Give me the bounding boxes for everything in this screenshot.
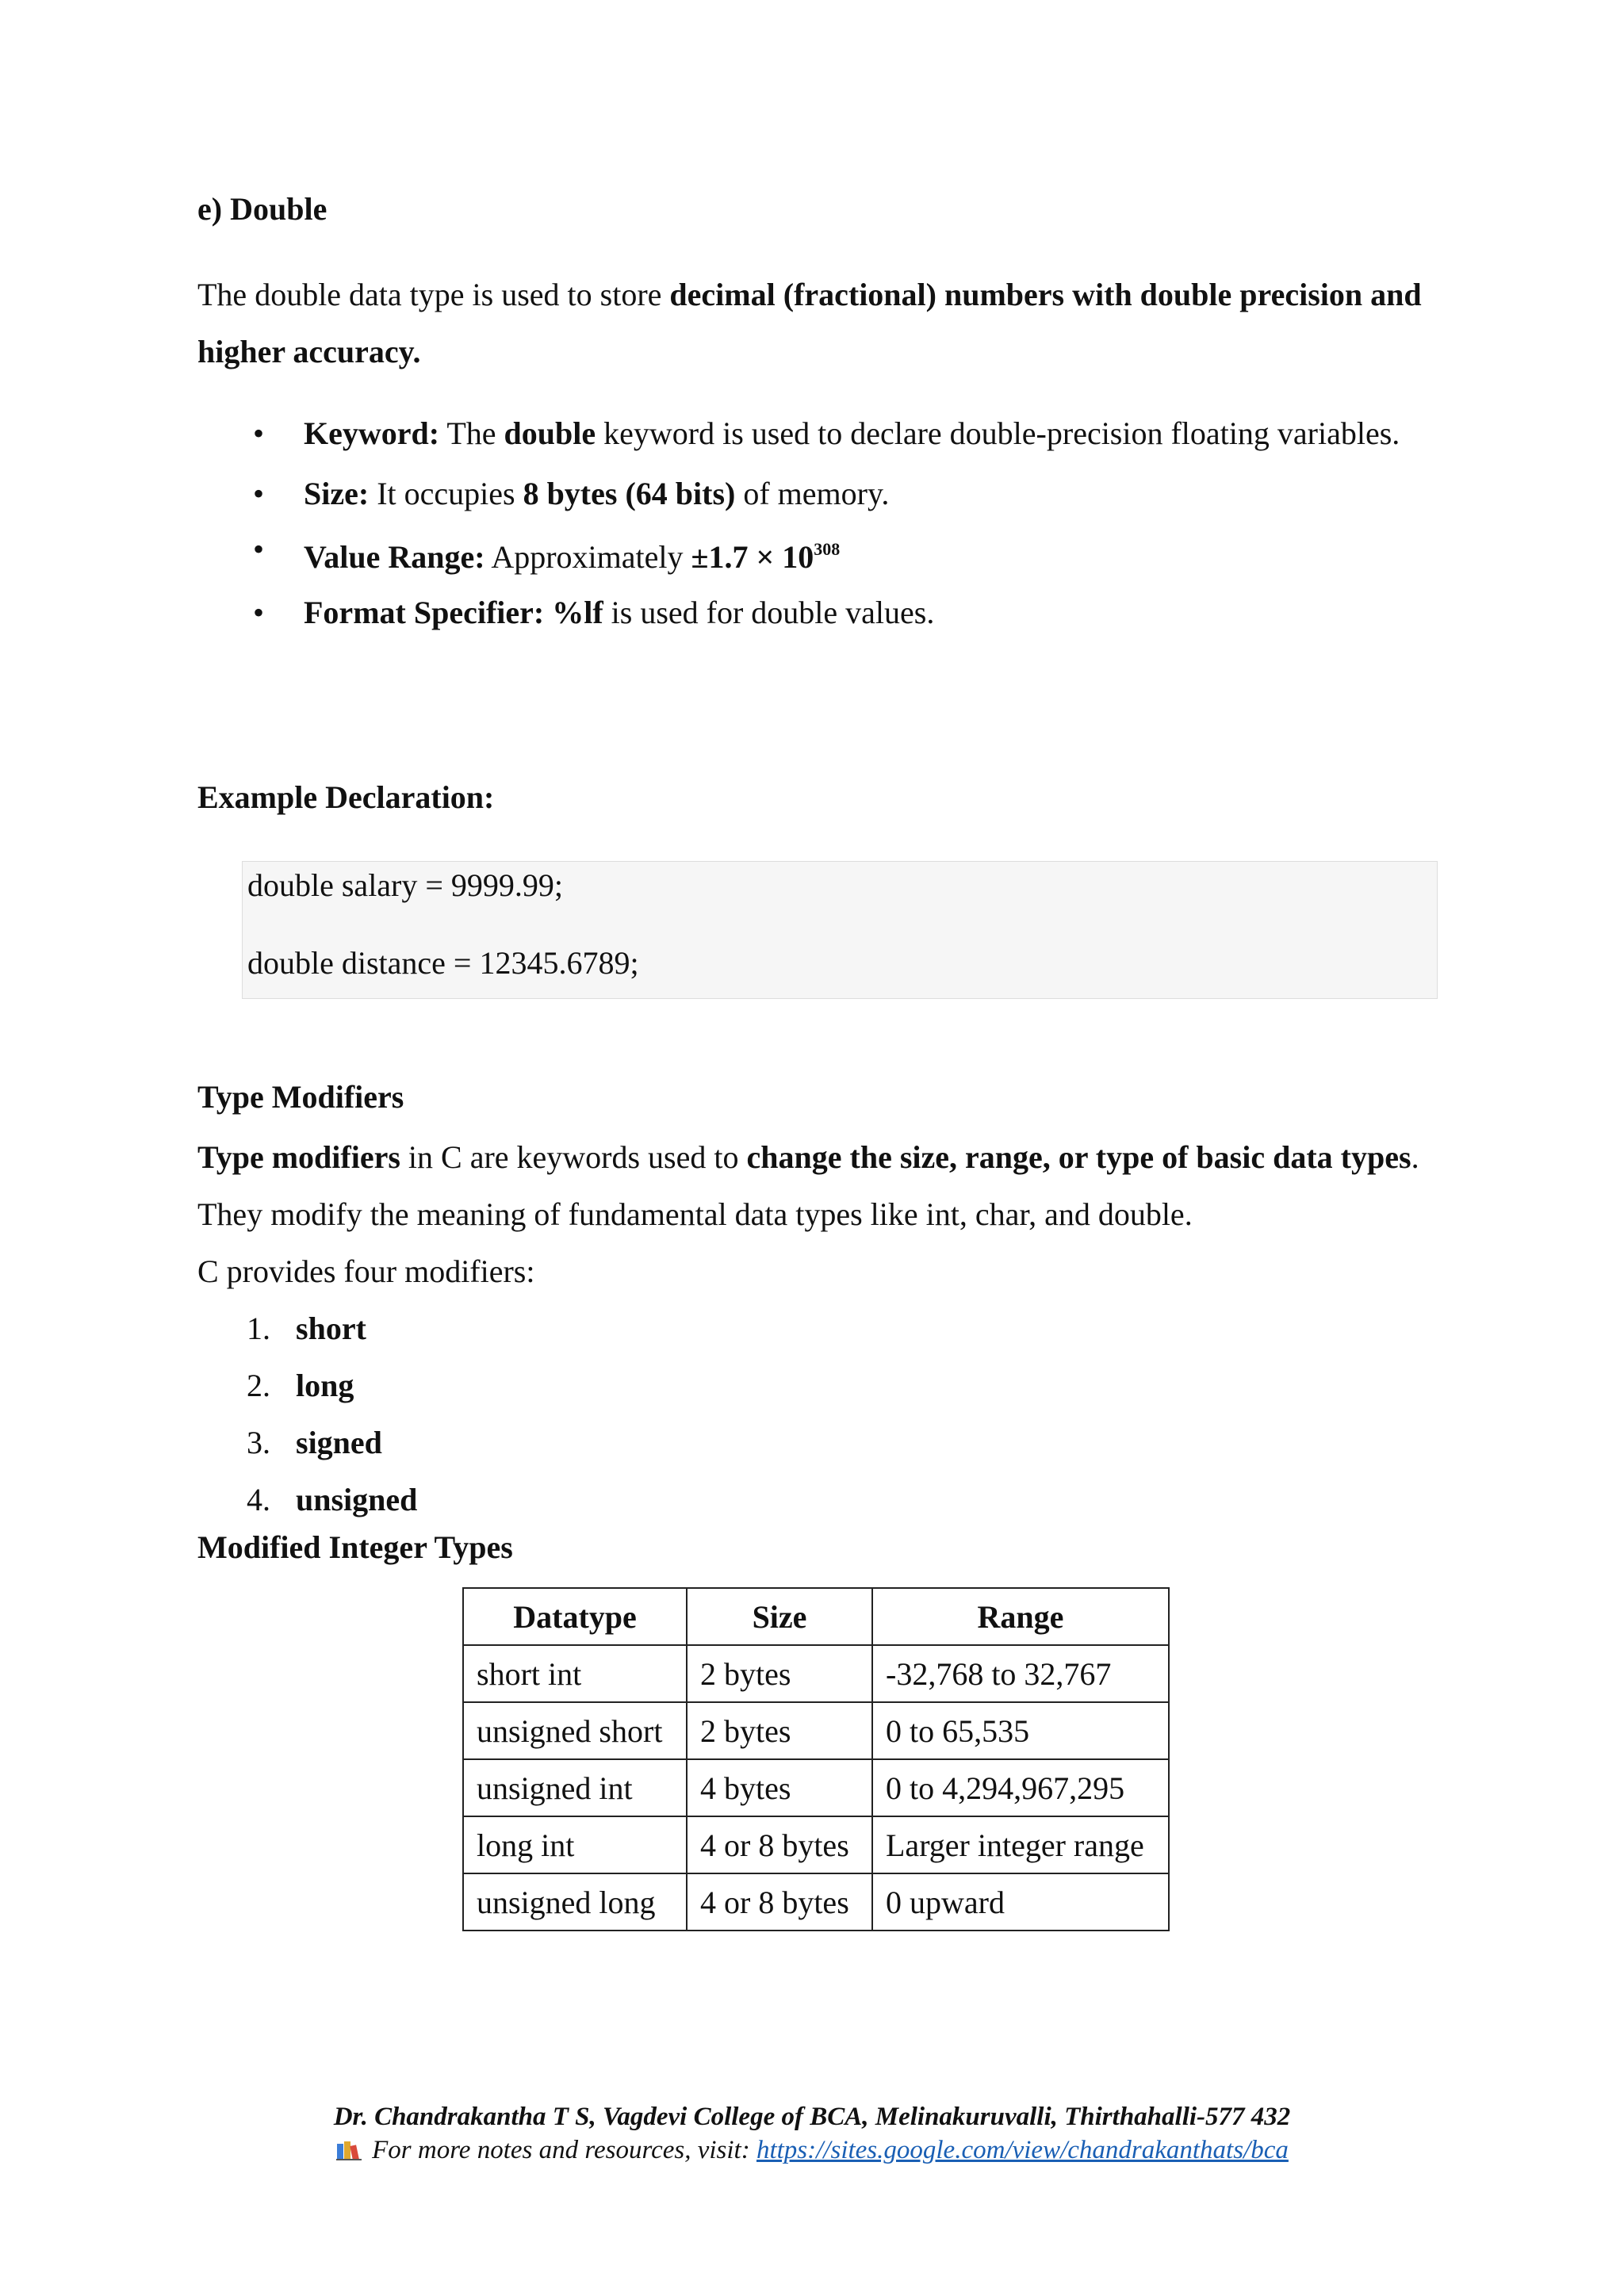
list-number: 2. [247, 1368, 270, 1403]
bullet-dot-icon: • [253, 595, 265, 630]
bullet-text: It occupies [369, 476, 523, 511]
books-icon [335, 2139, 364, 2161]
type-modifiers-heading: Type Modifiers [197, 1079, 404, 1115]
list-item-text: short [296, 1311, 366, 1346]
table-cell: unsigned long [463, 1873, 687, 1931]
table-row [463, 1873, 1169, 1931]
bullet-item-keyword [197, 406, 1446, 461]
table-row [463, 1816, 1169, 1873]
bullet-bold-text: 8 bytes (64 bits) [523, 476, 736, 511]
table-header-row [463, 1588, 1169, 1645]
section-heading: e) Double [197, 191, 327, 227]
bullet-label: Format Specifier: [304, 595, 545, 630]
bullet-text: of memory. [735, 476, 890, 511]
bullet-bold-text: ±1.7 × 10 [691, 539, 814, 575]
intro-text: The double data type is used to store [197, 277, 670, 312]
table-cell: 2 bytes [687, 1645, 872, 1702]
superscript-exponent: 308 [814, 539, 841, 559]
bullet-label: Size: [304, 476, 370, 511]
column-header: Range [872, 1588, 1169, 1645]
bullet-item-format-specifier [197, 585, 1446, 641]
table-row [463, 1702, 1169, 1759]
table-cell: 2 bytes [687, 1702, 872, 1759]
bold-term: Type modifiers [197, 1139, 400, 1175]
modifier-list [197, 1300, 417, 1529]
table-cell: unsigned short [463, 1702, 687, 1759]
list-item [197, 1357, 417, 1414]
bullet-list [197, 406, 1434, 641]
bullet-label: Value Range: [304, 539, 485, 575]
code-line: double distance = 12345.6789; [247, 945, 639, 981]
table-cell: unsigned int [463, 1759, 687, 1816]
modified-integer-types-table [462, 1587, 1170, 1931]
bullet-dot-icon: • [253, 531, 265, 567]
table-cell: 4 or 8 bytes [687, 1816, 872, 1873]
list-item [197, 1414, 417, 1471]
example-heading: Example Declaration: [197, 779, 495, 815]
resources-link[interactable]: https://sites.google.com/view/chandrakanthats/bca [756, 2136, 1289, 2164]
table-cell: long int [463, 1816, 687, 1873]
table-cell: 4 bytes [687, 1759, 872, 1816]
bullet-item-size [197, 466, 1446, 522]
bullet-text: Approximately [485, 539, 691, 575]
bullet-dot-icon: • [253, 476, 265, 511]
paragraph-line: C provides four modifiers: [197, 1253, 535, 1289]
list-item-text: signed [296, 1425, 382, 1460]
list-item [197, 1471, 417, 1529]
table-cell: 4 or 8 bytes [687, 1873, 872, 1931]
table-cell: 0 to 4,294,967,295 [872, 1759, 1169, 1816]
table-cell: -32,768 to 32,767 [872, 1645, 1169, 1702]
bullet-text [544, 595, 552, 630]
table-cell: Larger integer range [872, 1816, 1169, 1873]
list-item [197, 1300, 417, 1357]
code-line: double salary = 9999.99; [247, 867, 564, 903]
column-header: Datatype [463, 1588, 687, 1645]
list-item-text: long [296, 1368, 354, 1403]
bullet-bold-text: %lf [552, 595, 603, 630]
bullet-dot-icon: • [253, 415, 265, 451]
table-cell: 0 to 65,535 [872, 1702, 1169, 1759]
list-number: 1. [247, 1311, 270, 1346]
bullet-item-value-range [197, 522, 1446, 585]
bullet-text: is used for double values. [603, 595, 935, 630]
table-row [463, 1759, 1169, 1816]
paragraph-text: . [1411, 1139, 1419, 1175]
paragraph-text: in C are keywords used to [400, 1139, 747, 1175]
bold-phrase: change the size, range, or type of basic data types [746, 1139, 1411, 1175]
list-number: 3. [247, 1425, 270, 1460]
bullet-label: Keyword: [304, 415, 440, 451]
table-cell: 0 upward [872, 1873, 1169, 1931]
table-cell: short int [463, 1645, 687, 1702]
type-modifiers-paragraph [197, 1129, 1419, 1300]
paragraph-line [197, 1129, 1419, 1186]
footer-author: Dr. Chandrakantha T S, Vagdevi College of BCA, Melinakuruvalli, Thirthahalli-577 432 [333, 2103, 1291, 2131]
bullet-text: The [439, 415, 504, 451]
footer-resources [0, 2136, 1624, 2165]
code-block [242, 861, 1438, 999]
column-header: Size [687, 1588, 872, 1645]
bullet-bold-text: double [504, 415, 596, 451]
intro-paragraph [197, 266, 1442, 381]
paragraph-line: They modify the meaning of fundamental data types like int, char, and double. [197, 1196, 1193, 1232]
table-row [463, 1645, 1169, 1702]
table-heading: Modified Integer Types [197, 1529, 513, 1565]
list-item-text: unsigned [296, 1482, 418, 1517]
footer-note: For more notes and resources, visit: [372, 2136, 756, 2164]
bullet-text: keyword is used to declare double-precision floating variables. [596, 415, 1400, 451]
intro-bold-text: decimal (fractional) numbers with double precision and higher accuracy. [197, 277, 1422, 369]
list-number: 4. [247, 1482, 270, 1517]
